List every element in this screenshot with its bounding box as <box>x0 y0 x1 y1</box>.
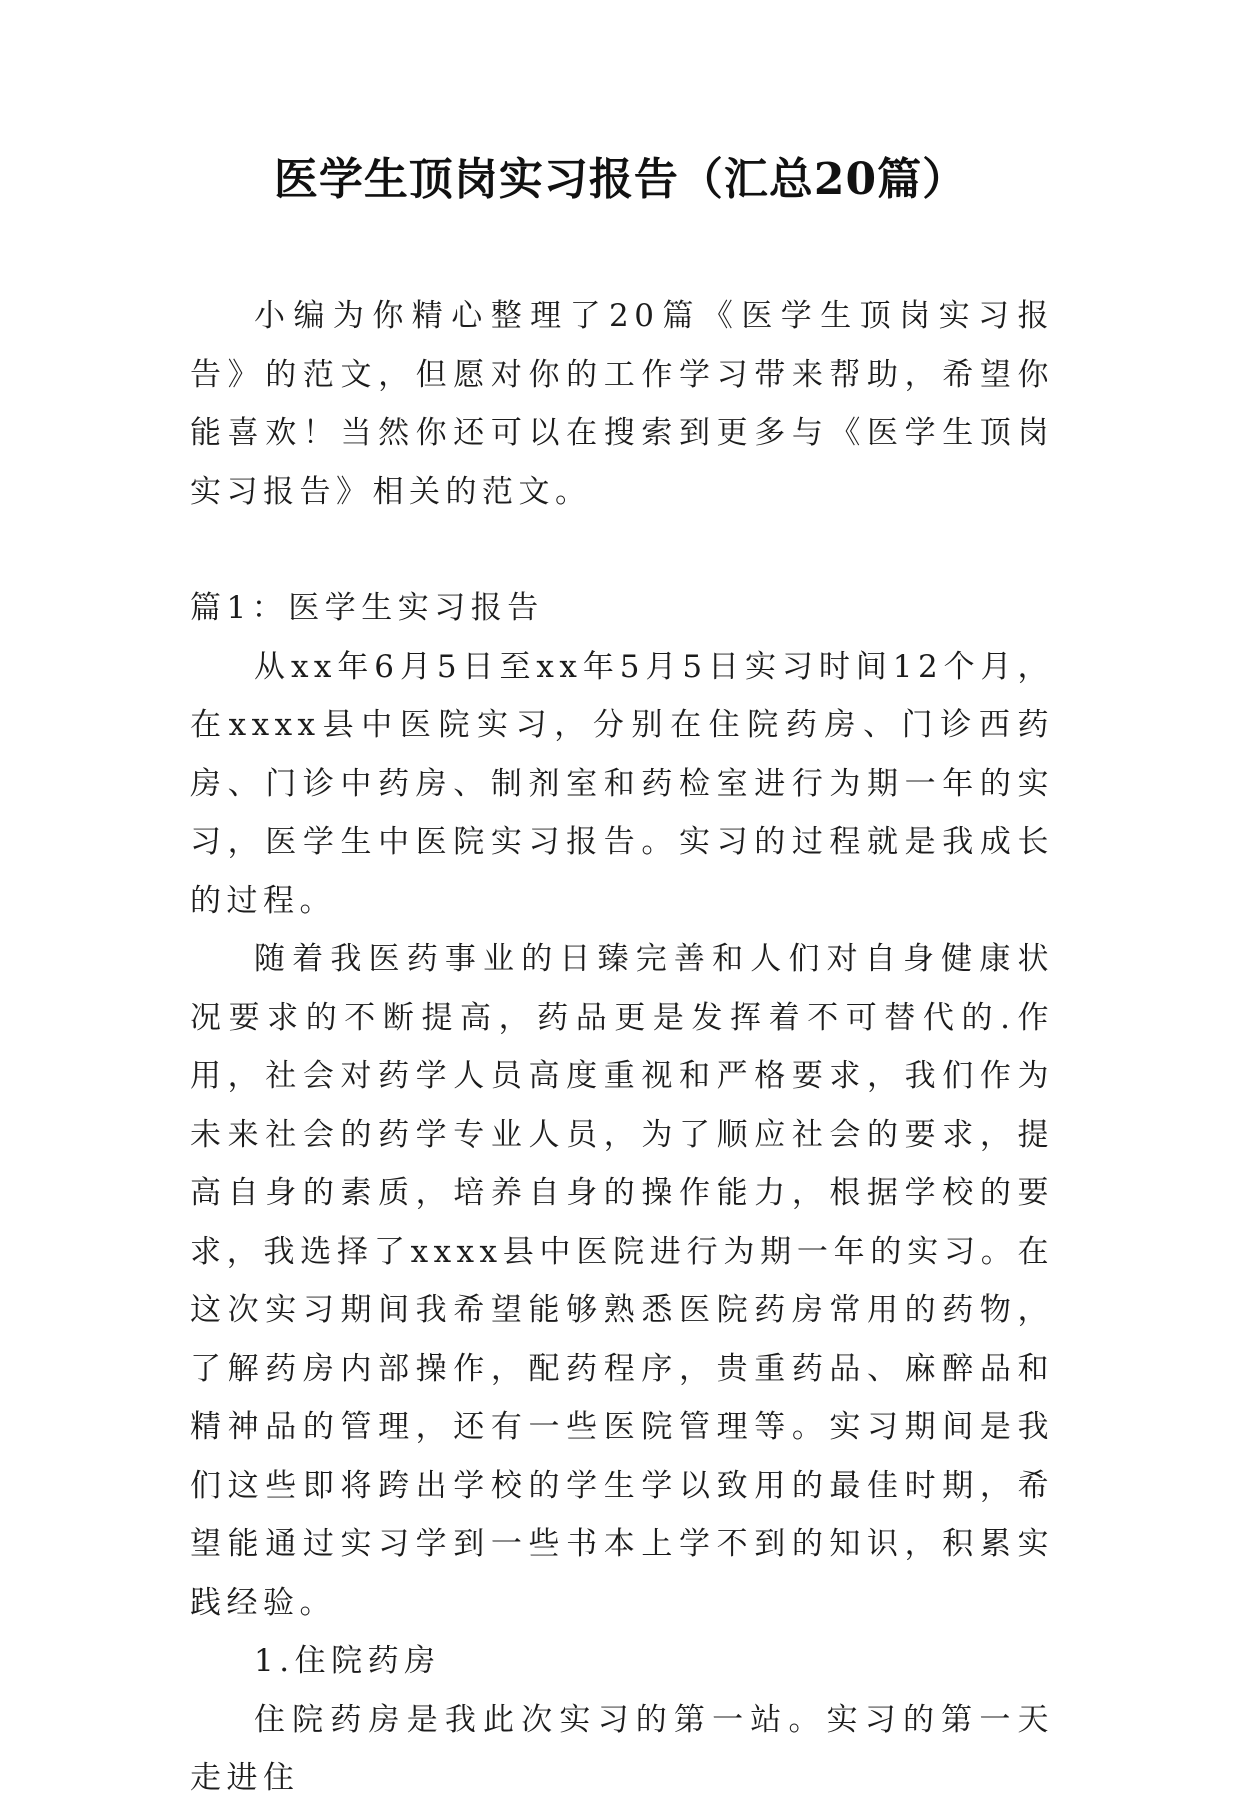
section-heading: 篇1：医学生实习报告 <box>190 590 544 626</box>
body-paragraph-2: 随着我医药事业的日臻完善和人们对自身健康状况要求的不断提高，药品更是发挥着不可替代的.作用，社会对药学人员高度重视和严格要求，我们作为未来社会的药学专业人员，为了顺应社会的要求，提高自身的素质，培养自身的操作能力，根据学校的要求，我选择了xxxx县中医院进行为期一年的实习。在这次实习期间我希望能够熟悉医院药房常用的药物，了解药房内部操作，配药程序，贵重药品、麻醉品和精神品的管理，还有一些医院管理等。实习期间是我们这些即将跨出学校的学生学以致用的最佳时期，希望能通过实习学到一些书本上学不到的知识，积累实践经验。 <box>190 941 1054 1621</box>
intro-paragraph: 小编为你精心整理了20篇《医学生顶岗实习报告》的范文，但愿对你的工作学习带来帮助，希望你能喜欢！当然你还可以在搜索到更多与《医学生顶岗实习报告》相关的范文。 <box>190 298 1054 510</box>
body-paragraph-1: 从xx年6月5日至xx年5月5日实习时间12个月，在xxxx县中医院实习，分别在住院药房、门诊西药房、门诊中药房、制剂室和药检室进行为期一年的实习，医学生中医院实习报告。实习的过程就是我成长的过程。 <box>190 648 1054 919</box>
document-title: 医学生顶岗实习报告（汇总20篇） <box>273 154 968 205</box>
body-paragraph-3: 住院药房是我此次实习的第一站。实习的第一天走进住 <box>190 1701 1054 1796</box>
document-body <box>190 287 1054 1808</box>
subheading: 1.住院药房 <box>254 1643 441 1679</box>
paragraph-spacer <box>190 521 1054 579</box>
